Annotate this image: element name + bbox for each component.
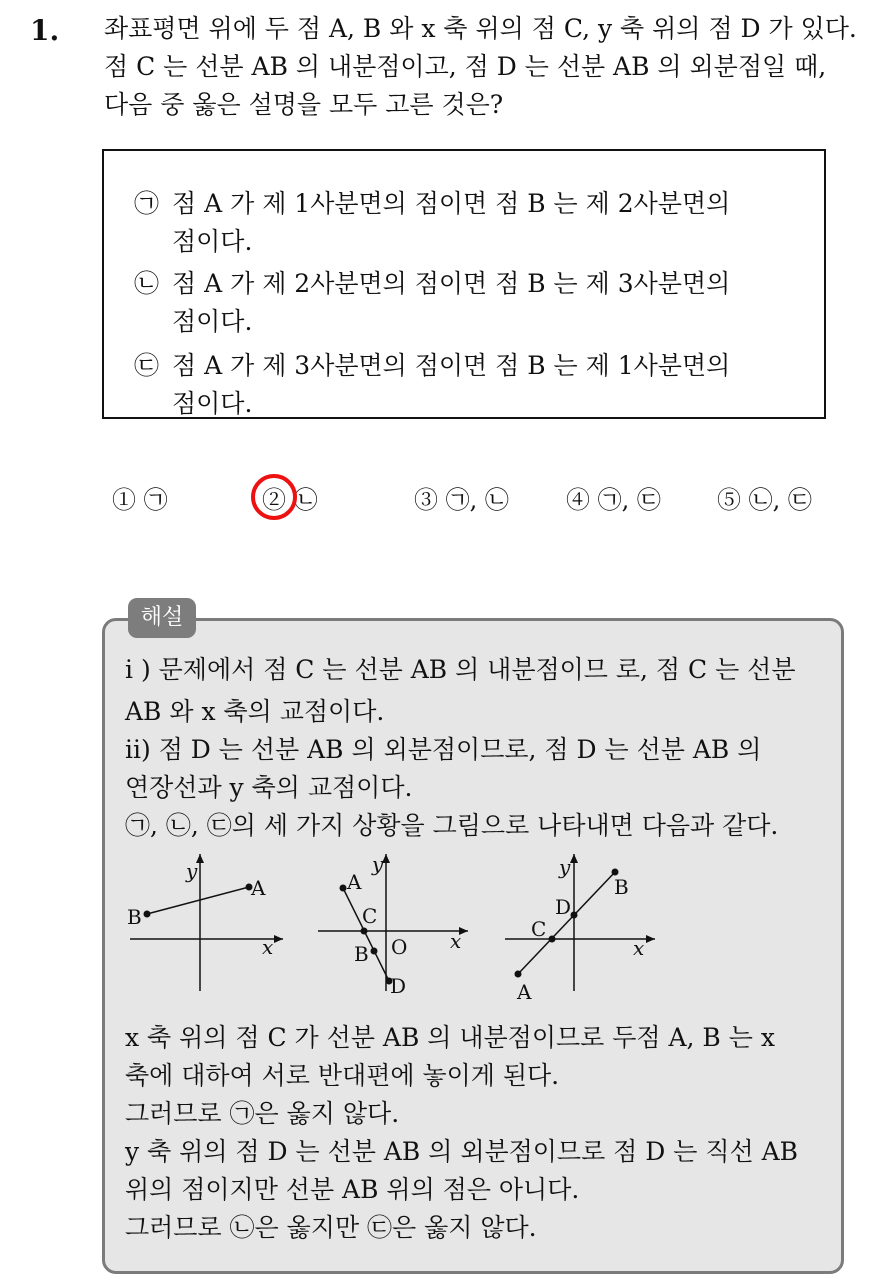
point-a-label: A — [251, 876, 266, 900]
choice-number: ⑤ — [717, 486, 741, 514]
solution-line: 그러므로 ㉠은 옳지 않다. — [125, 1099, 400, 1128]
choice-text: ㉡ — [293, 486, 318, 514]
x-axis-label: x — [450, 929, 462, 953]
choice-number: ① — [112, 486, 136, 514]
selected-answer-circle — [251, 474, 297, 520]
solution-line: 축에 대하여 서로 반대편에 놓이게 된다. — [125, 1061, 560, 1090]
question-line: 다음 중 옳은 설명을 모두 고른 것은? — [104, 90, 504, 119]
question-number: 1. — [30, 14, 60, 47]
statement-text: 점 A 가 제 1사분면의 점이면 점 B 는 제 2사분면의 — [172, 189, 731, 218]
statement-text-cont: 점이다. — [172, 227, 253, 256]
point-c-label: C — [531, 917, 547, 941]
choice-text: ㉠, ㉡ — [445, 486, 509, 514]
quadrant-diagrams — [125, 851, 665, 1011]
point-b-label: B — [127, 905, 142, 929]
x-axis-label: x — [262, 935, 274, 959]
choice-5[interactable] — [717, 480, 812, 515]
choice-number: ④ — [566, 486, 590, 514]
choice-1[interactable] — [112, 480, 168, 515]
point-a-label: A — [517, 980, 532, 1004]
point-a-label: A — [347, 870, 362, 894]
choice-text: ㉡, ㉢ — [748, 486, 812, 514]
statement-text-cont: 점이다. — [172, 389, 253, 418]
choice-number: ② — [262, 486, 286, 514]
solution-box — [102, 618, 844, 1274]
statement-marker: ㉡ — [134, 269, 160, 298]
choice-text: ㉠, ㉢ — [597, 486, 661, 514]
question-line: 점 C 는 선분 AB 의 내분점이고, 점 D 는 선분 AB 의 외분점일 때, — [104, 52, 827, 81]
statement-3 — [134, 347, 730, 423]
solution-line: 위의 점이지만 선분 AB 위의 점은 아니다. — [125, 1175, 580, 1204]
statement-marker: ㉠ — [134, 189, 160, 218]
statement-1 — [134, 185, 730, 261]
solution-line: i ) 문제에서 점 C 는 선분 AB 의 내분점이므 로, 점 C 는 선분 — [125, 655, 796, 684]
y-axis-label: y — [372, 852, 384, 876]
point-d-label: D — [390, 974, 407, 998]
solution-line: AB 와 x 축의 교점이다. — [125, 697, 385, 726]
solution-line: x 축 위의 점 C 가 선분 AB 의 내분점이므로 두점 A, B 는 x — [125, 1023, 775, 1052]
solution-line: 그러므로 ㉡은 옳지만 ㉢은 옳지 않다. — [125, 1213, 537, 1242]
x-axis-label: x — [633, 936, 645, 960]
solution-tag: 해설 — [128, 598, 196, 638]
statement-2 — [134, 265, 730, 341]
statement-marker: ㉢ — [134, 351, 160, 380]
origin-label: O — [391, 935, 408, 959]
question-line: 좌표평면 위에 두 점 A, B 와 x 축 위의 점 C, y 축 위의 점 D 가 있다. — [104, 14, 857, 43]
statement-text: 점 A 가 제 2사분면의 점이면 점 B 는 제 3사분면의 — [172, 269, 731, 298]
choice-4[interactable] — [566, 480, 661, 515]
statement-text: 점 A 가 제 3사분면의 점이면 점 B 는 제 1사분면의 — [172, 351, 731, 380]
y-axis-label: y — [186, 859, 198, 883]
choice-text: ㉠ — [143, 486, 168, 514]
y-axis-label: y — [559, 855, 571, 879]
choice-number: ③ — [414, 486, 438, 514]
diagram-case-1 — [127, 854, 283, 991]
point-b-label: B — [354, 942, 369, 966]
solution-line: ii) 점 D 는 선분 AB 의 외분점이므로, 점 D 는 선분 AB 의 — [125, 735, 762, 764]
question-text — [104, 10, 864, 124]
diagram-case-2 — [318, 852, 468, 998]
statements-box — [102, 149, 826, 419]
solution-line: y 축 위의 점 D 는 선분 AB 의 외분점이므로 점 D 는 직선 AB — [125, 1137, 799, 1166]
choice-3[interactable] — [414, 480, 509, 515]
statement-text-cont: 점이다. — [172, 307, 253, 336]
diagram-case-3 — [505, 854, 655, 1004]
point-c-label: C — [362, 904, 378, 928]
answer-choices — [0, 480, 884, 520]
solution-line: ㉠, ㉡, ㉢의 세 가지 상황을 그림으로 나타내면 다음과 같다. — [125, 811, 779, 840]
point-d-label: D — [555, 895, 572, 919]
solution-line: 연장선과 y 축의 교점이다. — [125, 773, 413, 802]
point-b-label: B — [614, 875, 629, 899]
